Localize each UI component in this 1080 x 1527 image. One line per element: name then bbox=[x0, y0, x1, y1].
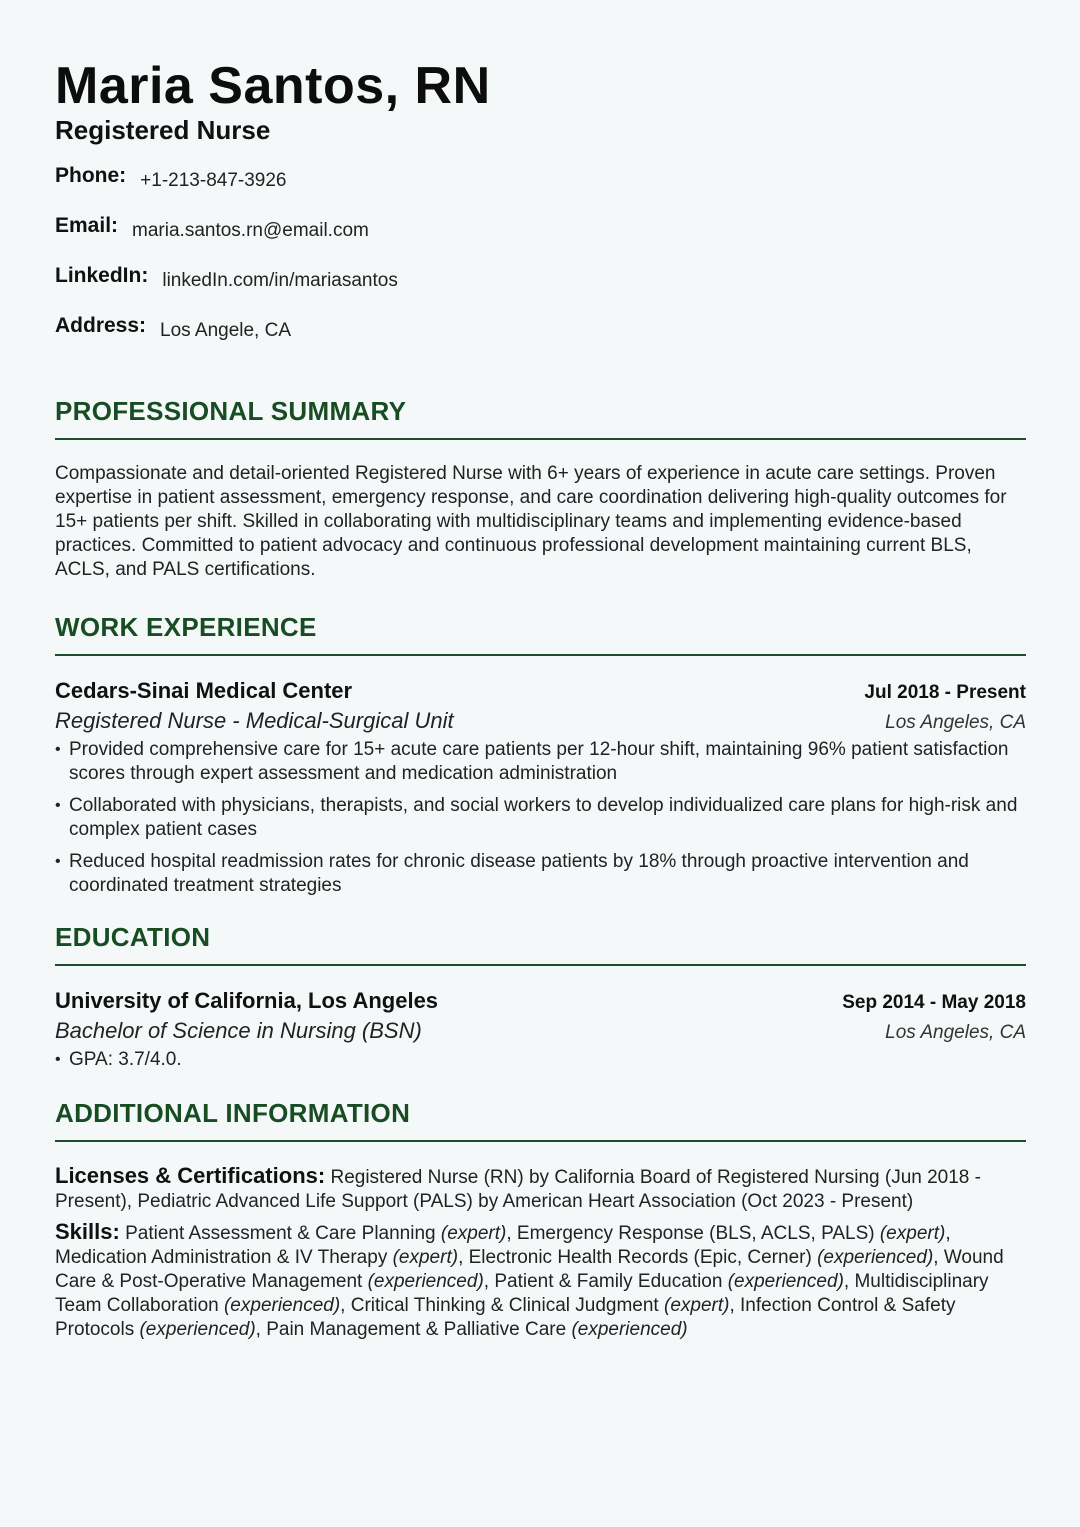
job-bullet: • Reduced hospital readmission rates for chronic disease patients by 18% through proactive intervention and coordinated treatment strategies bbox=[55, 850, 1026, 898]
contact-phone bbox=[55, 164, 1026, 214]
summary-text: Compassionate and detail-oriented Registered Nurse with 6+ years of experience in acute care settings. Proven expertise in patient assessment, emergency response, and care coordination delivering high-quality outcomes for 15+ patients per shift. Skilled in collaborating with multidisciplinary teams and implementing evidence-based practices. Committed to patient advocacy and continuous professional development maintaining current BLS, ACLS, and PALS certifications. bbox=[55, 463, 1007, 580]
linkedin-value: linkedIn.com/in/mariasantos bbox=[162, 270, 398, 291]
skill-item: Infection Control & Safety Protocols (experienced), bbox=[55, 1295, 956, 1340]
phone-value: +1-213-847-3926 bbox=[140, 170, 287, 191]
licenses-text: Registered Nurse (RN) by California Board of Registered Nursing (Jun 2018 - Present), Pediatric Advanced Life Support (PALS) by American Heart Association (Oct 2023 - Present) bbox=[55, 1167, 981, 1212]
section-heading: EDUCATION bbox=[55, 922, 1026, 966]
candidate-title: Registered Nurse bbox=[55, 115, 271, 145]
skill-item: Wound Care & Post-Operative Management (experienced), bbox=[55, 1247, 1004, 1292]
education-bullets bbox=[55, 1048, 1026, 1072]
job-location: Los Angeles, CA bbox=[885, 712, 1026, 733]
licenses-paragraph bbox=[55, 1164, 1026, 1214]
education-section bbox=[55, 922, 1026, 1072]
skill-level: (experienced) bbox=[223, 1295, 341, 1316]
skill-item: Emergency Response (BLS, ACLS, PALS) (expert), bbox=[511, 1223, 951, 1244]
section-heading: ADDITIONAL INFORMATION bbox=[55, 1098, 1026, 1142]
skill-level: (expert) bbox=[440, 1223, 507, 1244]
candidate-name: Maria Santos, RN bbox=[55, 57, 491, 115]
job-bullet: • Provided comprehensive care for 15+ acute care patients per 12-hour shift, maintaining 96% patient satisfaction scores through expert assessment and medication administration bbox=[55, 738, 1026, 786]
school-name: University of California, Los Angeles bbox=[55, 988, 439, 1013]
skill-level: (expert) bbox=[392, 1247, 459, 1268]
skill-item: Patient & Family Education (experienced), bbox=[489, 1271, 850, 1292]
contact-label: Email: bbox=[55, 214, 119, 237]
skill-item: Medication Administration & IV Therapy (expert), bbox=[55, 1247, 464, 1268]
job-bullet: • Collaborated with physicians, therapists, and social workers to develop individualized care plans for high-risk and complex patient cases bbox=[55, 794, 1026, 842]
job-role: Registered Nurse - Medical-Surgical Unit bbox=[55, 708, 454, 733]
email-value: maria.santos.rn@email.com bbox=[132, 220, 369, 241]
skills-paragraph bbox=[55, 1220, 1026, 1342]
skill-level: (experienced) bbox=[571, 1319, 688, 1340]
skill-level: (experienced) bbox=[367, 1271, 484, 1292]
job-entry bbox=[55, 678, 1026, 898]
job-organization: Cedars-Sinai Medical Center bbox=[55, 678, 353, 703]
school-location: Los Angeles, CA bbox=[885, 1022, 1026, 1043]
school-dates: Sep 2014 - May 2018 bbox=[842, 992, 1026, 1013]
skill-item: Electronic Health Records (Epic, Cerner) (experienced), bbox=[463, 1247, 939, 1268]
contact-label: Address: bbox=[55, 314, 147, 337]
job-bullets bbox=[55, 738, 1026, 898]
skill-level: (expert) bbox=[664, 1295, 730, 1316]
experience-section bbox=[55, 612, 1026, 898]
additional-section bbox=[55, 1098, 1026, 1342]
skill-item: Patient Assessment & Care Planning (expert), bbox=[125, 1223, 512, 1244]
contact-email bbox=[55, 214, 1026, 264]
contact-label: LinkedIn: bbox=[55, 264, 149, 287]
licenses-label: Licenses & Certifications: bbox=[55, 1163, 326, 1188]
skill-level: (experienced) bbox=[139, 1319, 256, 1340]
job-dates: Jul 2018 - Present bbox=[864, 682, 1026, 703]
summary-section bbox=[55, 396, 1026, 582]
skill-level: (experienced) bbox=[817, 1247, 934, 1268]
skill-item: Pain Management & Palliative Care (experienced) bbox=[260, 1319, 688, 1340]
education-entry bbox=[55, 988, 1026, 1072]
section-heading: PROFESSIONAL SUMMARY bbox=[55, 396, 1026, 440]
contact-label: Phone: bbox=[55, 164, 127, 187]
skill-level: (experienced) bbox=[727, 1271, 844, 1292]
degree: Bachelor of Science in Nursing (BSN) bbox=[55, 1018, 422, 1043]
address-value: Los Angele, CA bbox=[160, 320, 292, 341]
skill-item: Critical Thinking & Clinical Judgment (expert), bbox=[345, 1295, 735, 1316]
contact-linkedin bbox=[55, 264, 1026, 314]
section-heading: WORK EXPERIENCE bbox=[55, 612, 1026, 656]
skill-level: (expert) bbox=[879, 1223, 946, 1244]
contact-address bbox=[55, 314, 1026, 364]
contact-info bbox=[55, 164, 1026, 364]
skills-label: Skills: bbox=[55, 1219, 120, 1244]
skill-item: Multidisciplinary Team Collaboration (experienced), bbox=[55, 1271, 989, 1316]
gpa: • GPA: 3.7/4.0. bbox=[55, 1048, 1026, 1072]
skills-list bbox=[55, 1223, 1004, 1340]
